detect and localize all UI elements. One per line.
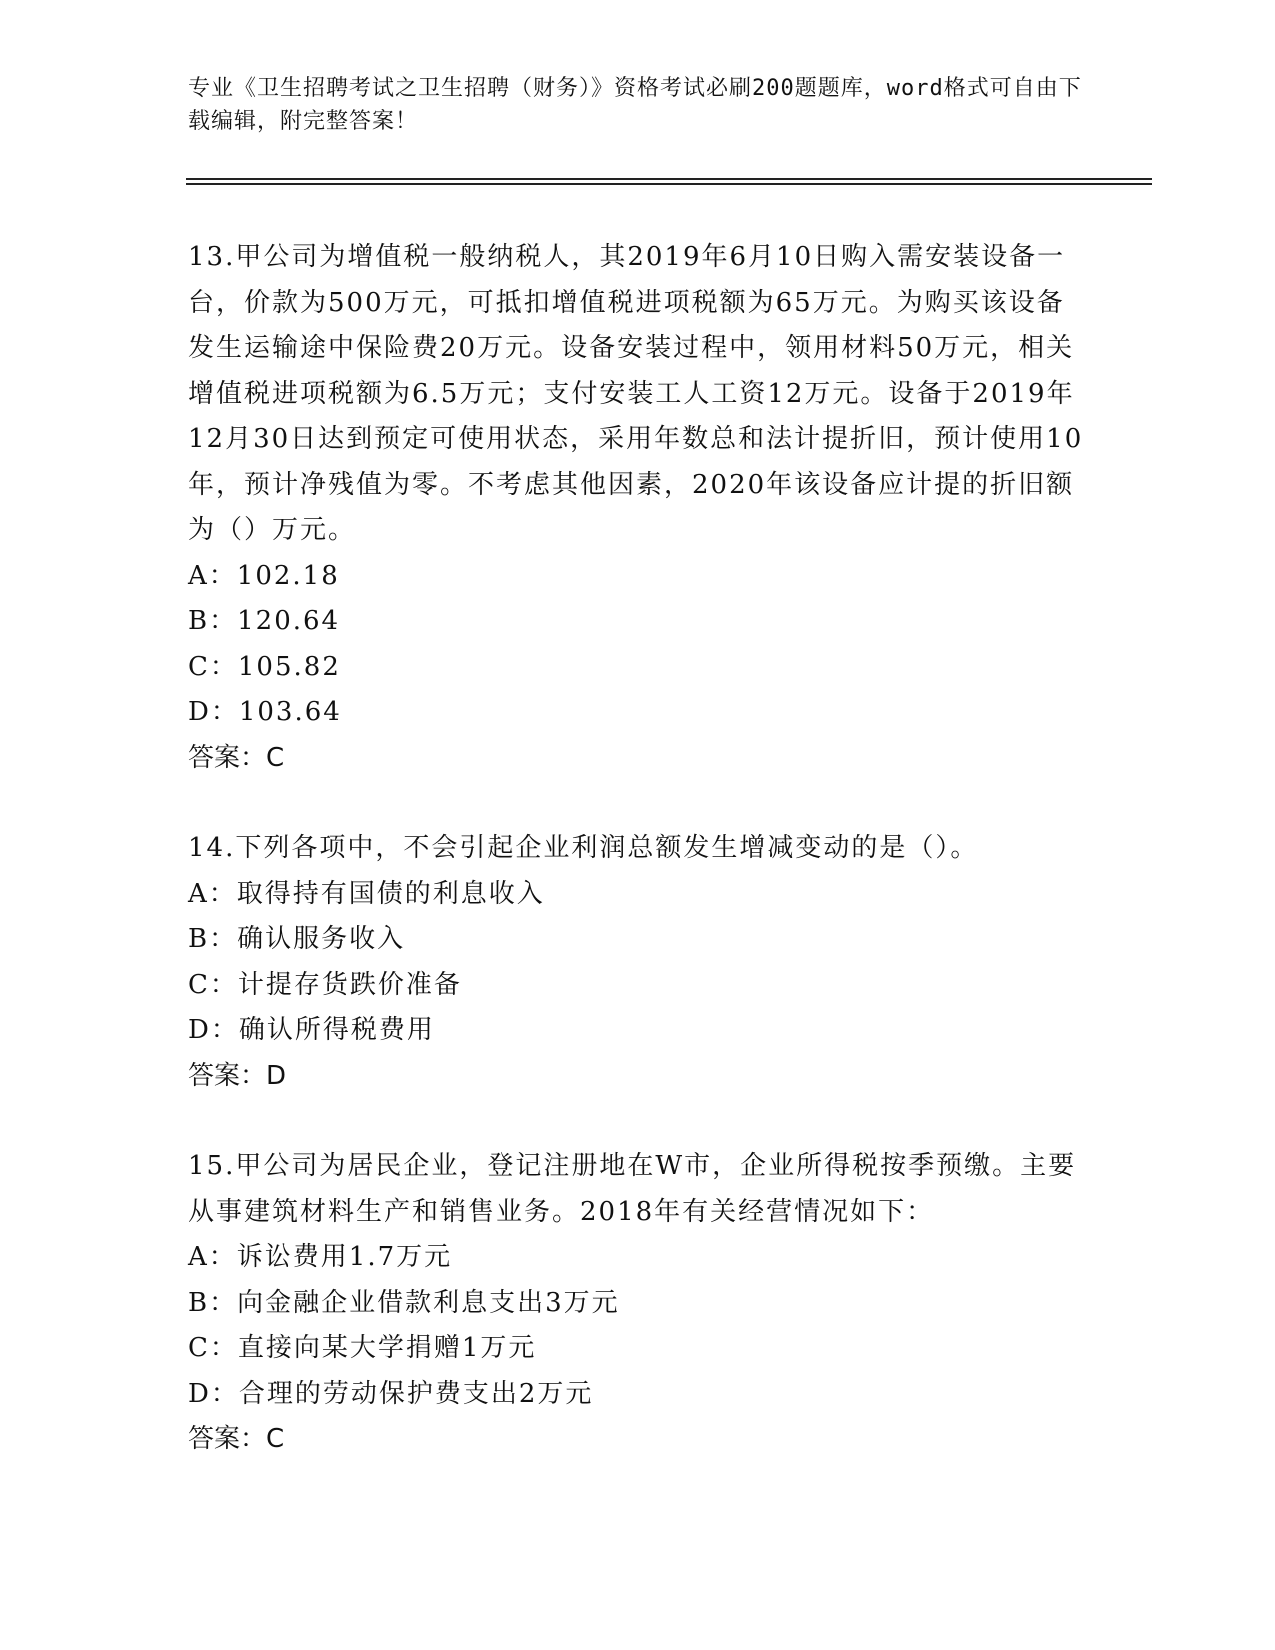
option-a: A：102.18 [188, 560, 340, 591]
question-text: 13.甲公司为增值税一般纳税人，其2019年6月10日购入需安装设备一台，价款为500万元，可抵扣增值税进项税额为65万元。为购买该设备发生运输途中保险费20万元。设备安装过程中，领用材料50万元，相关增值税进项税额为6.5万元；支付安装工人工资12万元。设备于2019年12月30日达到预定可使用状态，采用年数总和法计提折旧，预计使用10年，预计净残值为零。不考虑其他因素，2020年该设备应计提的折旧额为（）万元。 [188, 242, 1084, 545]
option-b: B：确认服务收入 [188, 924, 406, 954]
header-divider-top [186, 178, 1152, 180]
option-a: A：取得持有国债的利息收入 [188, 878, 545, 909]
answer: 答案：C [188, 1424, 285, 1454]
question-14 [188, 826, 1088, 1099]
question-15 [188, 1144, 1088, 1463]
answer: 答案：D [188, 1060, 287, 1091]
option-d: D：确认所得税费用 [188, 1015, 435, 1045]
question-13 [188, 235, 1088, 781]
option-d: D：103.64 [188, 697, 342, 727]
question-text: 14.下列各项中，不会引起企业利润总额发生增减变动的是（）。 [188, 833, 979, 863]
option-c: C：105.82 [188, 651, 341, 682]
option-b: B：向金融企业借款利息支出3万元 [188, 1287, 620, 1318]
answer: 答案：C [188, 742, 285, 773]
header-divider-bottom [186, 183, 1152, 185]
option-a: A：诉讼费用1.7万元 [188, 1242, 453, 1272]
spacer [188, 781, 1088, 826]
question-list [188, 235, 1088, 1463]
option-d: D：合理的劳动保护费支出2万元 [188, 1378, 594, 1409]
option-b: B：120.64 [188, 606, 341, 636]
spacer [188, 1099, 1088, 1144]
option-c: C：计提存货跌价准备 [188, 969, 462, 1000]
option-c: C：直接向某大学捐赠1万元 [188, 1333, 537, 1363]
document-header: 专业《卫生招聘考试之卫生招聘（财务）》资格考试必刷200题题库，word格式可自由下载编辑，附完整答案！ [188, 76, 1082, 134]
question-text: 15.甲公司为居民企业，登记注册地在W市，企业所得税按季预缴。主要从事建筑材料生产和销售业务。2018年有关经营情况如下： [188, 1151, 1077, 1227]
